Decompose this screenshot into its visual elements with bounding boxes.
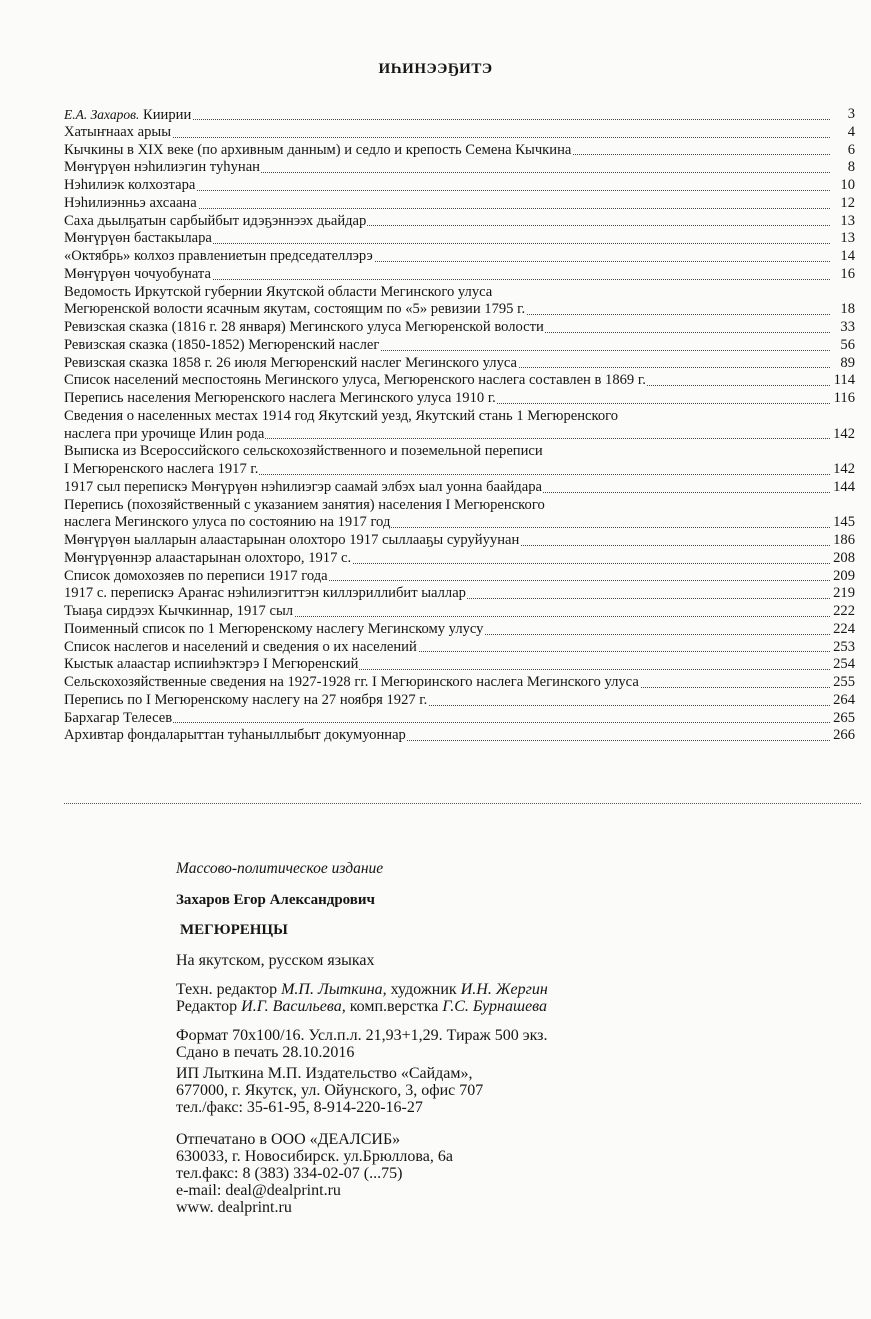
toc-entry — [64, 691, 855, 710]
toc-entry-title: Перепись по I Мегюренскому наслегу на 27 ноября 1927 г. — [64, 691, 428, 708]
toc-entry — [64, 567, 855, 586]
toc-entry-page: 254 — [833, 656, 855, 673]
toc-entry — [64, 390, 855, 408]
toc-entry-page: 264 — [833, 691, 855, 708]
toc-entry-page: 33 — [840, 319, 855, 335]
toc-entry-page: 4 — [847, 123, 855, 140]
toc-entry-page: 13 — [840, 212, 855, 229]
table-of-contents — [64, 106, 855, 745]
toc-entry — [64, 709, 855, 728]
toc-entry-page: 209 — [833, 567, 855, 584]
toc-entry-page: 208 — [833, 549, 855, 566]
toc-entry-title: Ведомость Иркутской губернии Якутской области Мегинского улуса — [64, 283, 493, 300]
toc-entry-title: Мөҥүрүөн чочуобуната — [64, 265, 211, 282]
toc-entry-page: 14 — [840, 248, 855, 264]
toc-entry-page: 18 — [840, 301, 855, 318]
toc-entry-page: 219 — [833, 585, 855, 602]
edition-type: Массово-политическое издание — [176, 860, 384, 877]
toc-entry — [64, 514, 855, 532]
toc-entry — [64, 123, 855, 142]
toc-entry-page: 12 — [840, 194, 855, 211]
toc-entry-title: Перепись (похозяйственный с указанием занятия) населения I Мегюренского — [64, 496, 545, 513]
toc-entry — [64, 319, 855, 337]
toc-entry — [64, 549, 855, 568]
toc-entry-page: 89 — [840, 354, 855, 371]
toc-entry — [64, 194, 855, 213]
publisher-address: 677000, г. Якутск, ул. Ойунского, 3, офис 707 — [176, 1082, 484, 1099]
toc-entry-title: Ревизская сказка (1816 г. 28 января) Мегинского улуса Мегюренской волости — [64, 319, 544, 335]
toc-entry-title: Тыаҕа сирдээх Кычкиннар, 1917 сыл — [64, 603, 294, 619]
toc-entry-page: 224 — [833, 620, 855, 637]
toc-entry-title: Сельскохозяйственные сведения на 1927-1928 гг. I Мегюринского наслега Мегинского улуса — [64, 674, 639, 690]
printer-phone: тел.факс: 8 (383) 334-02-07 (...75) — [176, 1165, 403, 1182]
tech-editor-line: Техн. редактор М.П. Лыткина, художник И.Н. Жергин — [176, 981, 548, 998]
format-line: Формат 70х100/16. Усл.п.л. 21,93+1,29. Тираж 500 экз. — [176, 1027, 548, 1044]
toc-entry — [64, 230, 855, 248]
toc-entry-title: Саха дьылҕатын сарбыйбыт идэҕэннээх дьайдар — [64, 212, 367, 229]
toc-entry — [64, 497, 830, 515]
page-title: ИҺИНЭЭҔИТЭ — [378, 61, 493, 77]
toc-entry-page: 10 — [840, 177, 855, 193]
sent-to-print-line: Сдано в печать 28.10.2016 — [176, 1044, 355, 1061]
toc-entry — [64, 727, 855, 745]
toc-entry-author: Е.А. Захаров. — [64, 107, 140, 122]
toc-entry — [64, 354, 855, 373]
toc-entry-title: Мөҥүрүөн нэһилиэгин туһунан — [64, 159, 260, 176]
book-title: МЕГЮРЕНЦЫ — [180, 922, 288, 938]
dotted-separator — [64, 803, 861, 804]
toc-entry-title: Поименный список по 1 Мегюренскому наслегу Мегинскому улусу — [64, 620, 484, 637]
toc-entry-page: 142 — [833, 461, 855, 477]
toc-entry-title: Выписка из Всероссийского сельскохозяйственного и поземельной переписи — [64, 443, 543, 460]
toc-entry — [64, 336, 855, 355]
toc-entry-page: 142 — [833, 425, 855, 442]
editor-line: Редактор И.Г. Васильева, комп.верстка Г.С. Бурнашева — [176, 998, 547, 1015]
toc-entry-title: «Октябрь» колхоз правлениетын председателлэрэ — [64, 248, 373, 264]
toc-entry-title: Кыстык алаастар испииһэктэрэ I Мегюренский — [64, 656, 359, 673]
publisher-info — [176, 1065, 796, 1116]
toc-entry — [64, 461, 855, 479]
printer-info — [176, 1131, 796, 1216]
publisher-phone: тел./факс: 35-61-95, 8-914-220-16-27 — [176, 1099, 423, 1116]
toc-entry — [64, 106, 855, 124]
toc-entry-title: Ревизская сказка 1858 г. 26 июля Мегюренский наслег Мегинского улуса — [64, 354, 517, 371]
printer-address: 630033, г. Новосибирск. ул.Брюллова, 6а — [176, 1148, 453, 1165]
toc-entry — [64, 620, 855, 639]
toc-entry — [64, 177, 855, 195]
print-specs — [176, 1027, 796, 1061]
toc-entry-title: Ревизская сказка (1850-1852) Мегюренский наслег — [64, 336, 380, 353]
printer-line: Отпечатано в ООО «ДЕАЛСИБ» — [176, 1131, 401, 1148]
toc-entry-title: 1917 сыл перепискэ Мөҥүрүөн нэһилиэгэр саамай элбэх ыал уонна баайдара — [64, 478, 542, 495]
toc-entry — [64, 248, 855, 266]
toc-entry-title: Е.А. Захаров. Киирии — [64, 107, 192, 123]
toc-entry-title: Бархагар Телесев — [64, 709, 173, 726]
author-name: Захаров Егор Александрович — [176, 892, 375, 908]
toc-entry-title: Список домохозяев по переписи 1917 года — [64, 567, 328, 584]
toc-entry-page: 145 — [833, 514, 855, 531]
toc-entry-title: Нэһилиэнньэ ахсаана — [64, 194, 197, 211]
toc-entry-page: 253 — [833, 638, 855, 655]
toc-entry-page: 186 — [833, 532, 855, 548]
toc-entry-title: Мөҥүрүөн бастакылара — [64, 230, 212, 247]
toc-entry — [64, 408, 830, 426]
imprint-block — [176, 860, 796, 1216]
dot-leader — [64, 722, 830, 723]
toc-entry — [64, 443, 830, 461]
toc-entry-title: Мөҥүрүөннэр алаастарынан олохторо, 1917 с. — [64, 549, 352, 566]
toc-entry-title: Список наслегов и населений и сведения о их населений — [64, 638, 417, 655]
languages: На якутском, русском языках — [176, 952, 375, 969]
dot-leader — [64, 137, 830, 138]
toc-entry — [64, 265, 855, 284]
toc-entry-title: Мөҥүрүөн ыалларын алаастарынан олохторо 1917 сыллааҕы суруйуунан — [64, 532, 520, 548]
toc-entry-page: 222 — [833, 603, 855, 619]
toc-entry — [64, 425, 855, 444]
toc-entry-title: Мегюренской волости ясачным якутам, состоящим по «5» ревизии 1795 г. — [64, 301, 526, 318]
printer-website: www. dealprint.ru — [176, 1199, 292, 1216]
toc-entry-title: Сведения о населенных местах 1914 год Якутский уезд, Якутский стань 1 Мегюренского — [64, 407, 619, 424]
toc-entry-title: Архивтар фондаларыттан туһаныллыбыт докумуоннар — [64, 727, 406, 744]
toc-entry-page: 266 — [833, 727, 855, 744]
toc-entry-page: 13 — [840, 230, 855, 247]
toc-entry-title: I Мегюренского наслега 1917 г. — [64, 461, 259, 477]
toc-entry — [64, 585, 855, 603]
toc-entry — [64, 159, 855, 177]
toc-entry-page: 265 — [833, 709, 855, 726]
toc-entry-page: 3 — [847, 106, 855, 122]
toc-entry-page: 144 — [833, 478, 855, 495]
toc-entry-page: 56 — [840, 336, 855, 353]
publisher-line: ИП Лыткина М.П. Издательство «Сайдам», — [176, 1065, 473, 1082]
toc-entry-title: Хатыҥнаах арыы — [64, 123, 172, 140]
toc-entry — [64, 212, 855, 231]
toc-entry — [64, 284, 830, 302]
toc-entry — [64, 301, 855, 319]
toc-entry — [64, 532, 855, 550]
toc-entry — [64, 372, 855, 390]
toc-entry-title: наслега Мегинского улуса по состоянию на 1917 год — [64, 514, 391, 531]
printer-email: e-mail: deal@dealprint.ru — [176, 1182, 341, 1199]
toc-entry-title: 1917 с. перепискэ Араҥас нэһилиэгиттэн киллэриллибит ыаллар — [64, 585, 466, 602]
toc-entry — [64, 656, 855, 674]
credits — [176, 981, 796, 1015]
toc-entry-page: 16 — [840, 265, 855, 282]
toc-entry-title: Кычкины в XIX веке (по архивным данным) и седло и крепость Семена Кычкина — [64, 141, 572, 158]
toc-entry — [64, 638, 855, 657]
toc-entry-page: 116 — [833, 390, 855, 406]
toc-entry — [64, 674, 855, 692]
toc-entry-page: 8 — [847, 159, 855, 176]
toc-entry — [64, 603, 855, 621]
toc-entry-page: 114 — [833, 372, 855, 389]
toc-entry-title: Нэһилиэк колхозтара — [64, 177, 196, 193]
toc-entry-page: 6 — [847, 141, 855, 158]
toc-entry-title: наслега при урочище Илин рода — [64, 425, 265, 442]
toc-entry — [64, 478, 855, 497]
toc-entry-title: Перепись населения Мегюренского наслега Мегинского улуса 1910 г. — [64, 390, 496, 406]
toc-entry — [64, 141, 855, 160]
toc-entry-page: 255 — [833, 674, 855, 690]
toc-entry-title: Список населений меспостоянь Мегинского улуса, Мегюренского наслега составлен в 1869 г. — [64, 372, 646, 389]
